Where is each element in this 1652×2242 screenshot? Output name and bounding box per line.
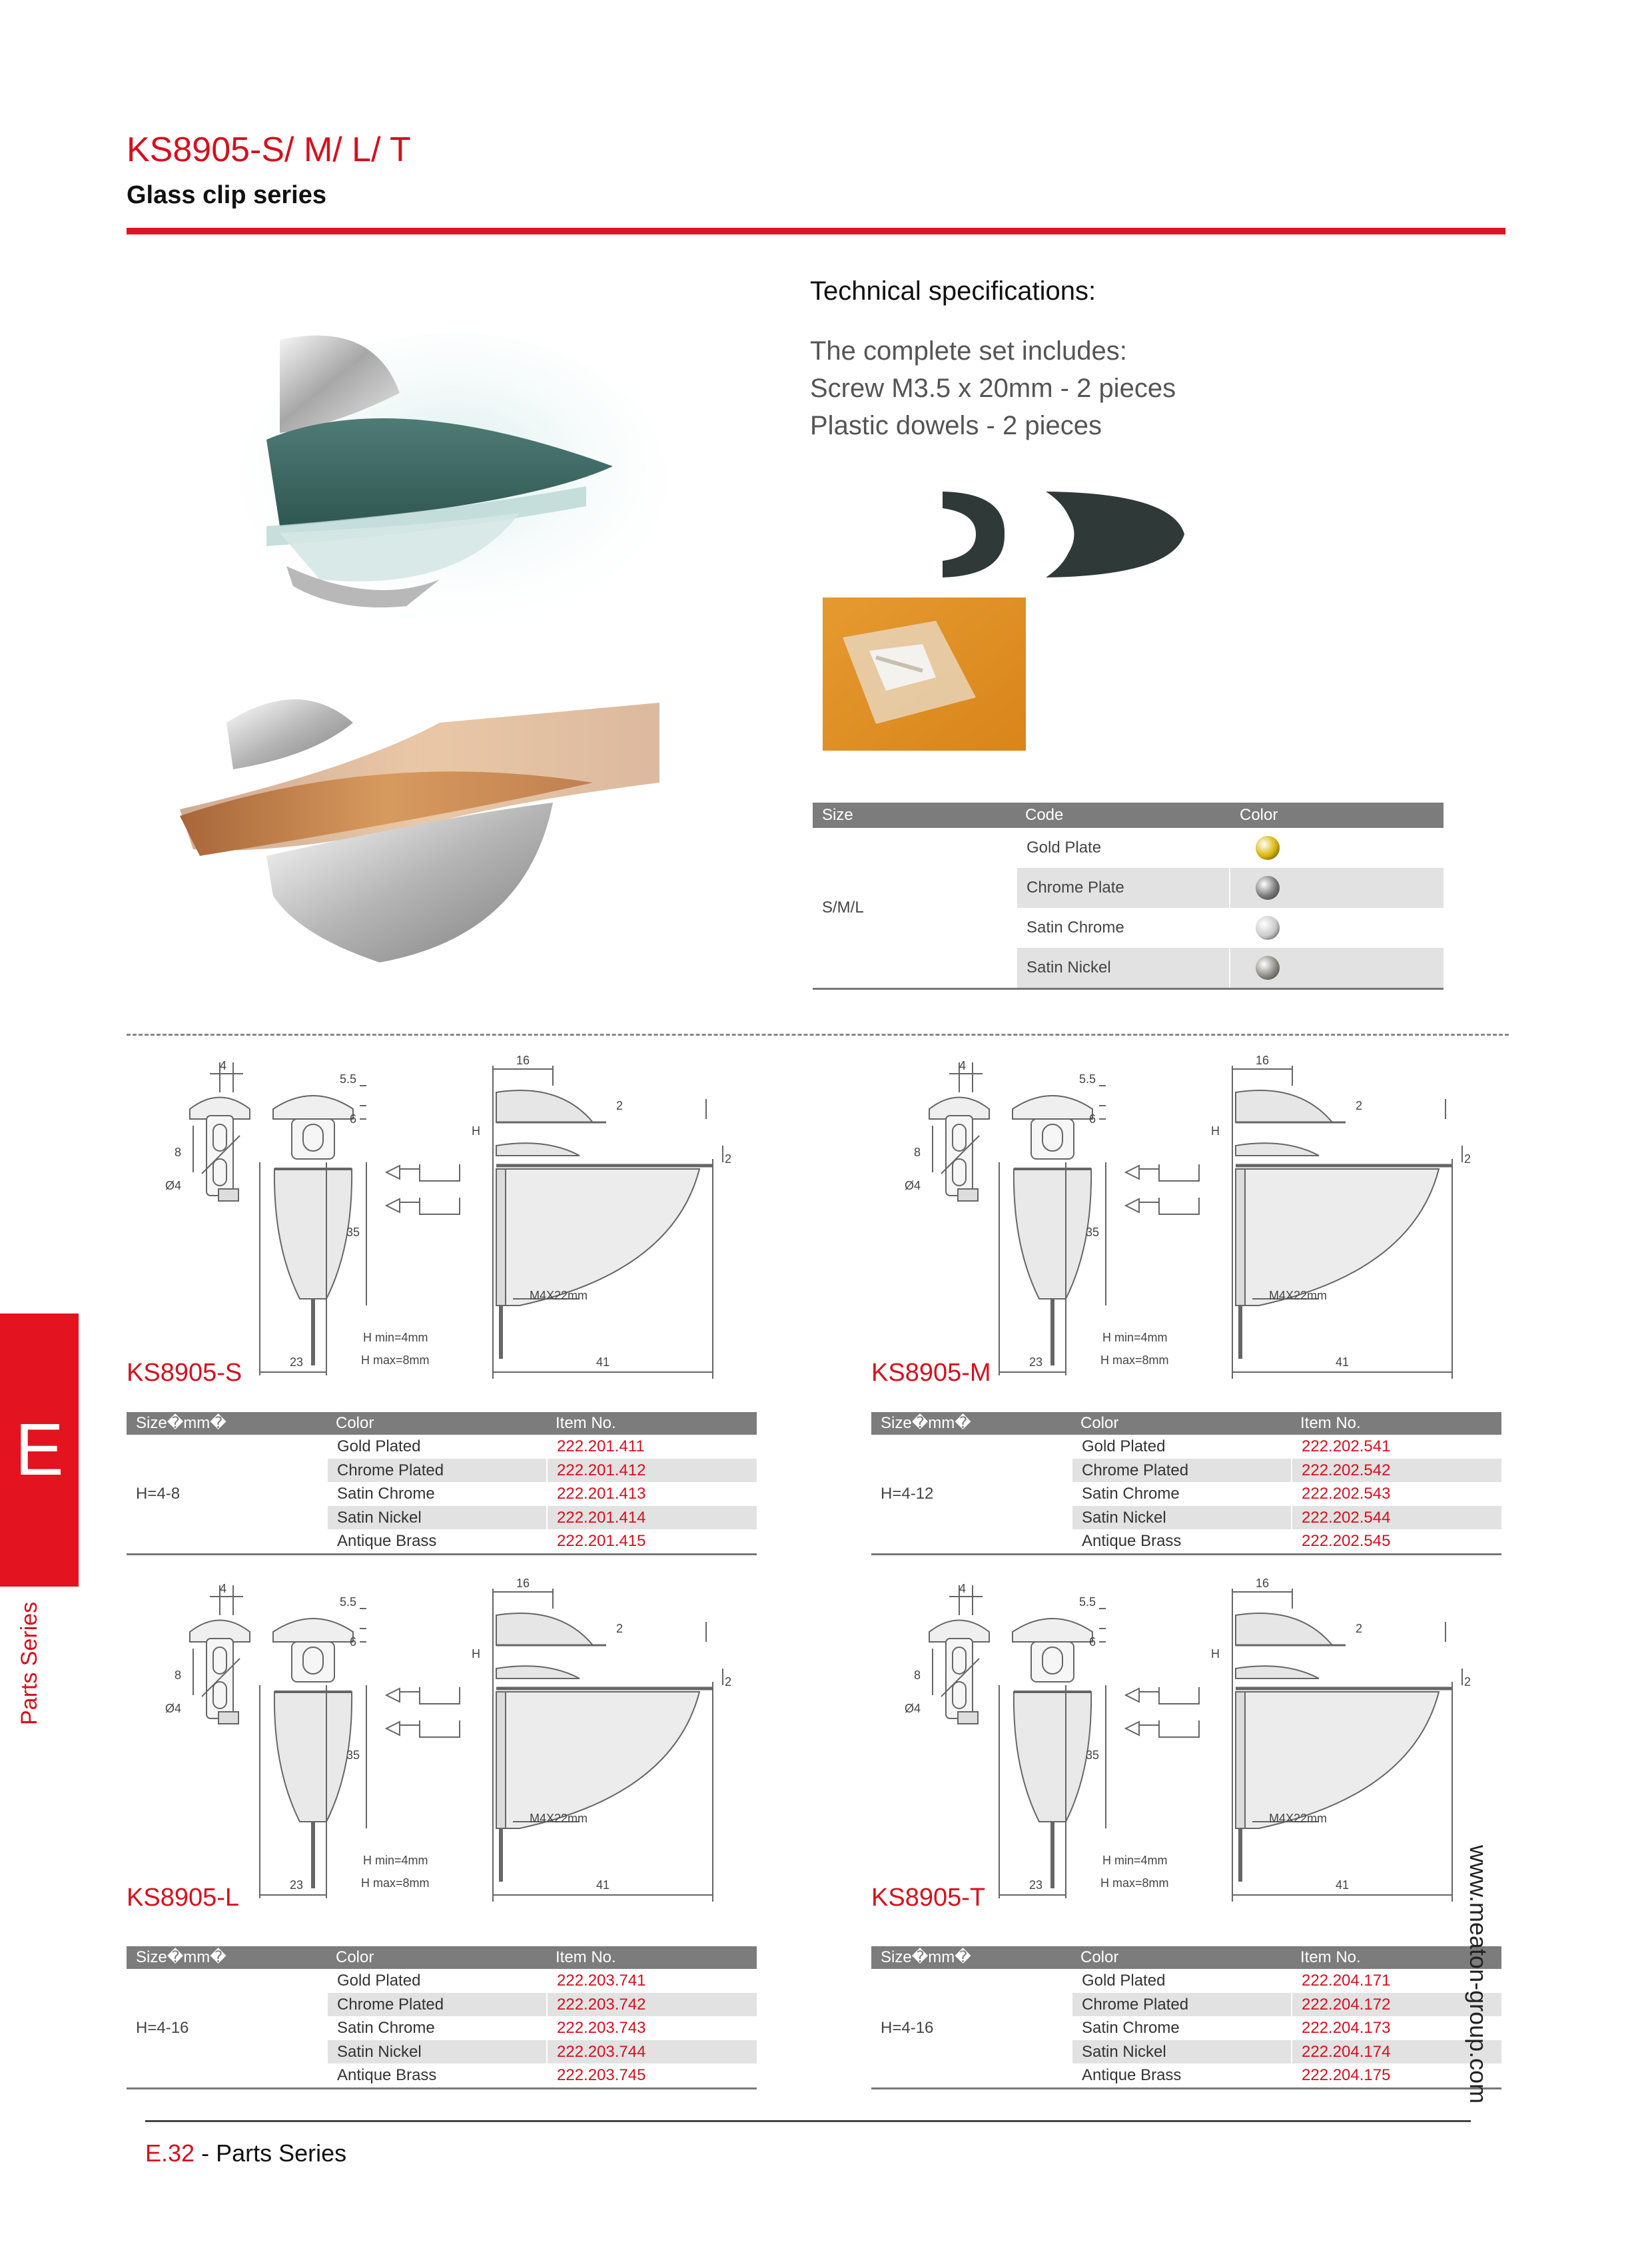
dim-label: 2 (616, 1099, 623, 1112)
col-color: Color (336, 1948, 374, 1966)
color-cell: Gold Plated (1071, 1435, 1291, 1459)
page-number: E.32 (145, 2139, 195, 2167)
color-cell: Antique Brass (1071, 1529, 1291, 1553)
footer-divider (145, 2120, 1471, 2122)
col-size: Size�mm� (881, 1414, 971, 1432)
color-cell: Satin Chrome (326, 2016, 546, 2040)
header-divider (127, 228, 1505, 234)
dim-label: 16 (1256, 1054, 1270, 1067)
ks8905-s-drawing (127, 1046, 753, 1405)
dim-label: 2 (725, 1675, 732, 1688)
dim-label: 35 (1086, 1748, 1100, 1762)
ks8905-l-drawing (127, 1569, 753, 1928)
hmax-label: H max=8mm (361, 1353, 430, 1367)
item-number: 222.202.541 (1291, 1435, 1501, 1459)
color-cell: Gold Plated (326, 1969, 546, 1993)
dim-label: 23 (290, 1878, 304, 1892)
table-row (871, 1435, 1501, 1459)
dim-label: 8 (914, 1146, 921, 1159)
hmin-label: H min=4mm (1102, 1331, 1168, 1344)
dim-label: 16 (516, 1054, 530, 1067)
chrome-swatch-icon (1256, 876, 1280, 900)
tech-line: Plastic dowels - 2 pieces (810, 411, 1102, 440)
dim-label: Ø4 (165, 1702, 182, 1715)
item-number: 222.204.171 (1291, 1969, 1501, 1993)
table-row (813, 828, 1444, 868)
item-number: 222.204.174 (1291, 2040, 1501, 2064)
col-color: Color (1080, 1948, 1119, 1966)
col-size: Size�mm� (136, 1414, 226, 1432)
spec-code: Gold Plate (1016, 828, 1229, 868)
spec-code: Chrome Plate (1016, 868, 1229, 908)
col-color: Color (336, 1414, 374, 1432)
color-cell: Antique Brass (326, 1529, 546, 1553)
tech-spec-title: Technical specifications: (810, 276, 1096, 306)
dim-label: 8 (175, 1669, 182, 1682)
col-item: Item No. (1300, 1414, 1361, 1432)
color-cell: Satin Nickel (326, 1506, 546, 1530)
size-cell: H=4-12 (881, 1484, 934, 1503)
dim-label: 35 (346, 1226, 360, 1239)
fittings-bag-photo (823, 597, 1026, 751)
item-number: 222.203.743 (546, 2016, 757, 2040)
table-row (127, 1993, 757, 2017)
page-footer (145, 2139, 346, 2167)
color-cell: Satin Nickel (1071, 2040, 1291, 2064)
table-row (127, 1482, 757, 1506)
table-row (127, 2063, 757, 2087)
spec-header-size: Size (822, 806, 853, 824)
dim-label: Ø4 (905, 1702, 921, 1715)
variant-title: KS8905-L (127, 1884, 240, 1912)
col-size: Size�mm� (881, 1948, 971, 1966)
dim-label: H (1211, 1647, 1220, 1661)
page-subtitle: Glass clip series (127, 181, 326, 209)
technical-drawing (127, 1046, 753, 1405)
size-cell: H=4-16 (136, 2018, 189, 2037)
dim-label: 6 (1089, 1112, 1096, 1126)
dim-label: 16 (1256, 1577, 1270, 1590)
dim-label: 4 (959, 1582, 967, 1595)
dim-label: 6 (350, 1635, 357, 1649)
item-number: 222.203.745 (546, 2063, 757, 2087)
section-tab: E (0, 1313, 79, 1587)
variant-table (871, 1946, 1501, 2089)
col-item: Item No. (556, 1948, 616, 1966)
table-row (127, 1459, 757, 1483)
table-row (127, 1969, 757, 1993)
table-row (127, 1435, 757, 1459)
table-row (127, 1529, 757, 1553)
technical-drawing (127, 1569, 753, 1928)
spec-table (813, 803, 1444, 990)
dim-label: 4 (220, 1582, 227, 1595)
dim-label: 41 (1336, 1355, 1350, 1369)
dim-label: 8 (914, 1669, 921, 1682)
wood-shelf-photo (180, 656, 659, 976)
item-number: 222.202.542 (1291, 1459, 1501, 1483)
hmax-label: H max=8mm (1100, 1876, 1169, 1890)
table-row (871, 2063, 1501, 2087)
dim-label: 2 (1356, 1622, 1363, 1635)
table-row (127, 1506, 757, 1530)
color-cell: Chrome Plated (326, 1459, 546, 1483)
table-row (871, 2040, 1501, 2064)
hmin-label: H min=4mm (363, 1331, 428, 1344)
section-divider (127, 1034, 1509, 1036)
dim-label: 23 (1029, 1355, 1043, 1369)
hmax-label: H max=8mm (361, 1876, 430, 1890)
gold-swatch-icon (1256, 836, 1280, 860)
item-number: 222.204.173 (1291, 2016, 1501, 2040)
dim-label: 5.5 (1079, 1072, 1096, 1086)
table-row (871, 1506, 1501, 1530)
satin-nickel-swatch-icon (1256, 956, 1280, 980)
dim-label: 2 (725, 1152, 732, 1166)
hmax-label: H max=8mm (1100, 1353, 1169, 1367)
color-cell: Chrome Plated (326, 1993, 546, 2017)
item-number: 222.201.414 (546, 1506, 757, 1530)
spec-table-header (813, 803, 1444, 828)
dim-label: 5.5 (1079, 1595, 1096, 1609)
technical-drawing (866, 1046, 1492, 1405)
dim-label: 2 (1464, 1152, 1471, 1166)
screw-label: M4X22mm (1269, 1289, 1328, 1302)
dim-label: 2 (1356, 1099, 1363, 1112)
dim-label: 35 (346, 1748, 360, 1762)
hmin-label: H min=4mm (1102, 1854, 1168, 1867)
variant-table (127, 1412, 757, 1555)
tech-line: Screw M3.5 x 20mm - 2 pieces (810, 374, 1176, 403)
spec-size-cell: S/M/L (822, 899, 864, 917)
item-number: 222.203.741 (546, 1969, 757, 1993)
size-cell: H=4-8 (136, 1484, 181, 1503)
dim-label: 4 (220, 1059, 227, 1072)
color-cell: Gold Plated (326, 1435, 546, 1459)
screw-label: M4X22mm (1269, 1812, 1328, 1825)
color-cell: Chrome Plated (1071, 1993, 1291, 2017)
color-cell: Satin Nickel (326, 2040, 546, 2064)
item-number: 222.201.415 (546, 1529, 757, 1553)
dim-label: 2 (616, 1622, 623, 1635)
item-number: 222.204.175 (1291, 2063, 1501, 2087)
dim-label: 2 (1464, 1675, 1471, 1688)
dim-label: 5.5 (340, 1072, 357, 1086)
size-cell: H=4-16 (881, 2018, 934, 2037)
col-size: Size�mm� (136, 1948, 226, 1966)
color-cell: Satin Chrome (1071, 1482, 1291, 1506)
item-number: 222.202.544 (1291, 1506, 1501, 1530)
table-row (871, 1969, 1501, 1993)
table-row (813, 948, 1444, 988)
table-row (871, 1459, 1501, 1483)
dim-label: Ø4 (165, 1179, 182, 1192)
dowel-profiles (933, 486, 1199, 583)
table-row (127, 2040, 757, 2064)
table-row (871, 1529, 1501, 1553)
dim-label: Ø4 (905, 1179, 921, 1192)
dim-label: 35 (1086, 1226, 1100, 1239)
spec-header-code: Code (1025, 806, 1064, 824)
item-number: 222.201.411 (546, 1435, 757, 1459)
screw-label: M4X22mm (530, 1289, 588, 1302)
table-row (871, 2016, 1501, 2040)
item-number: 222.201.412 (546, 1459, 757, 1483)
table-row (813, 908, 1444, 948)
table-row (127, 2016, 757, 2040)
variant-title: KS8905-T (871, 1884, 986, 1912)
section-side-label: Parts Series (17, 1601, 42, 1725)
dim-label: H (1211, 1124, 1220, 1138)
dim-label: 16 (516, 1577, 530, 1590)
color-cell: Satin Nickel (1071, 1506, 1291, 1530)
variant-title: KS8905-S (127, 1359, 242, 1387)
satin-chrome-swatch-icon (1256, 916, 1280, 940)
dim-label: H (472, 1124, 480, 1138)
glass-clip-photo (240, 313, 679, 626)
dim-label: 6 (1089, 1635, 1096, 1649)
dim-label: 23 (290, 1355, 304, 1369)
variant-title: KS8905-M (871, 1359, 991, 1387)
screw-label: M4X22mm (530, 1812, 588, 1825)
page-title: KS8905-S/ M/ L/ T (127, 131, 411, 169)
variant-table (871, 1412, 1501, 1555)
item-number: 222.203.742 (546, 1993, 757, 2017)
footer-separator: - (195, 2139, 216, 2167)
hmin-label: H min=4mm (363, 1854, 428, 1867)
color-cell: Satin Chrome (326, 1482, 546, 1506)
color-cell: Antique Brass (1071, 2063, 1291, 2087)
ks8905-m-drawing (866, 1046, 1492, 1405)
dim-label: H (472, 1647, 480, 1661)
tech-line: The complete set includes: (810, 336, 1127, 366)
item-number: 222.204.172 (1291, 1993, 1501, 2017)
spec-code: Satin Nickel (1016, 948, 1229, 988)
dim-label: 4 (959, 1059, 967, 1072)
footer-section: Parts Series (216, 2139, 347, 2167)
table-row (813, 868, 1444, 908)
dim-label: 41 (596, 1878, 610, 1892)
item-number: 222.202.545 (1291, 1529, 1501, 1553)
dim-label: 41 (596, 1355, 610, 1369)
col-item: Item No. (556, 1414, 616, 1432)
item-number: 222.202.543 (1291, 1482, 1501, 1506)
dim-label: 41 (1336, 1878, 1350, 1892)
dim-label: 6 (350, 1112, 357, 1126)
table-row (871, 1993, 1501, 2017)
technical-drawing (866, 1569, 1492, 1928)
variant-table (127, 1946, 757, 2089)
color-cell: Satin Chrome (1071, 2016, 1291, 2040)
table-row (871, 1482, 1501, 1506)
dim-label: 23 (1029, 1878, 1043, 1892)
col-item: Item No. (1300, 1948, 1361, 1966)
dim-label: 5.5 (340, 1595, 357, 1609)
website-url: www.meaton-group.com (1465, 1845, 1492, 2104)
col-color: Color (1080, 1414, 1119, 1432)
spec-code: Satin Chrome (1016, 908, 1229, 948)
color-cell: Antique Brass (326, 2063, 546, 2087)
ks8905-t-drawing (866, 1569, 1492, 1928)
spec-header-color: Color (1240, 806, 1278, 824)
color-cell: Chrome Plated (1071, 1459, 1291, 1483)
dim-label: 8 (175, 1146, 182, 1159)
color-cell: Gold Plated (1071, 1969, 1291, 1993)
item-number: 222.203.744 (546, 2040, 757, 2064)
item-number: 222.201.413 (546, 1482, 757, 1506)
